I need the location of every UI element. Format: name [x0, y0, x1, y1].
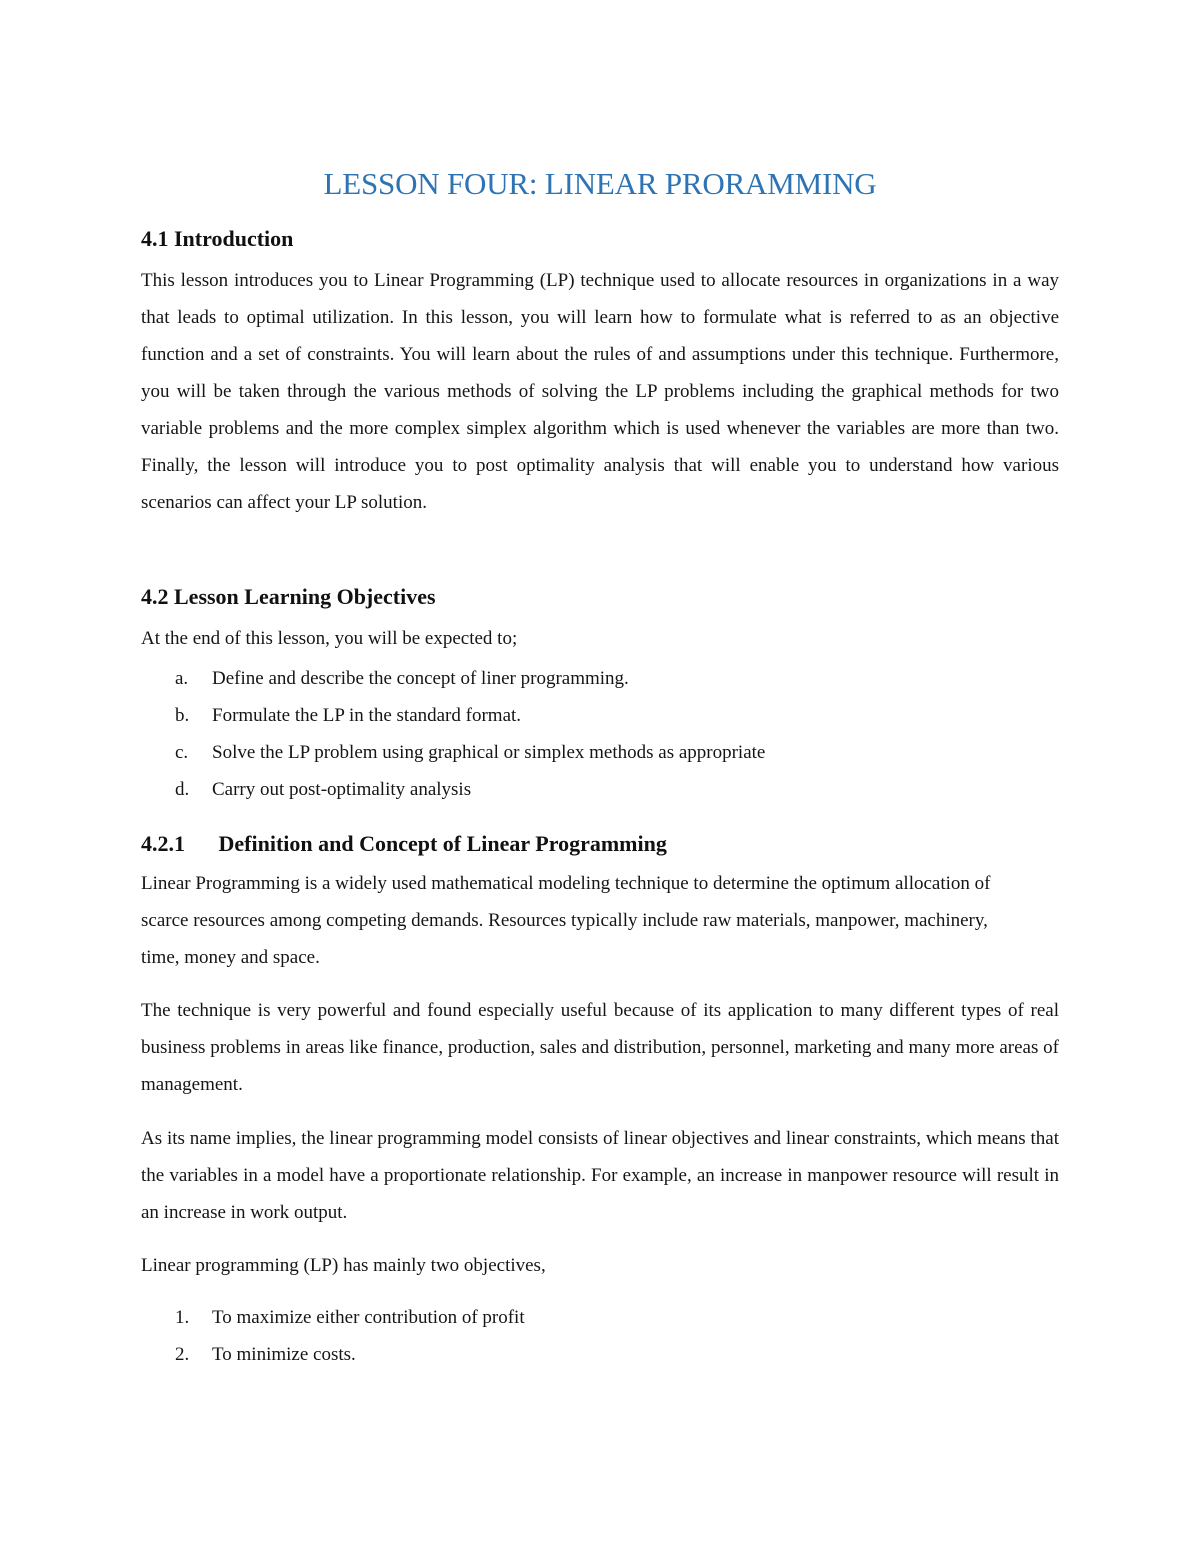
objectives-lead: At the end of this lesson, you will be expected to; [141, 628, 518, 649]
lp-objectives-list [141, 1299, 1059, 1373]
introduction-paragraph: This lesson introduces you to Linear Programming (LP) technique used to allocate resources in organizations in a way that leads to optimal utilization. In this lesson, you will learn how to formulate what is referred to as an objective function and a set of constraints. You will learn about the rules of and assumptions under this technique. Furthermore, you will be taken through the various methods of solving the LP problems including the graphical methods for two variable problems and the more complex simplex algorithm which is used whenever the variables are more than two. Finally, the lesson will introduce you to post optimality analysis that will enable you to understand how various scenarios can affect your LP solution. [141, 270, 1059, 513]
section-title: Lesson Learning Objectives [174, 584, 436, 609]
list-item-text: Formulate the LP in the standard format. [212, 705, 522, 726]
list-item [141, 734, 1059, 771]
list-marker: d. [175, 779, 190, 800]
section-number: 4.2 [141, 584, 169, 609]
objectives-list [141, 660, 1059, 808]
list-item [141, 697, 1059, 734]
section-title: Definition and Concept of Linear Programming [218, 831, 667, 856]
section-heading-introduction [141, 226, 293, 252]
list-marker: 1. [175, 1307, 190, 1328]
list-marker: 2. [175, 1344, 190, 1365]
list-item-text: Carry out post-optimality analysis [212, 779, 472, 800]
section-title: Introduction [174, 226, 294, 251]
model-paragraph: As its name implies, the linear programming model consists of linear objectives and linear constraints, which means that the variables in a model have a proportionate relationship. For example, an increase in manpower resource will result in an increase in work output. [141, 1128, 1059, 1223]
list-item [141, 1299, 1059, 1336]
list-item-text: Solve the LP problem using graphical or simplex methods as appropriate [212, 742, 766, 763]
section-number: 4.1 [141, 226, 169, 251]
list-item [141, 1336, 1059, 1373]
list-marker: a. [175, 668, 189, 689]
list-item [141, 771, 1059, 808]
section-number: 4.2.1 [141, 831, 185, 856]
list-item [141, 660, 1059, 697]
list-marker: c. [175, 742, 189, 763]
list-marker: b. [175, 705, 190, 726]
section-heading-objectives [141, 584, 436, 610]
technique-paragraph: The technique is very powerful and found especially useful because of its application to many different types of real business problems in areas like finance, production, sales and distribution, personnel, marketing and many more areas of management. [141, 1000, 1059, 1095]
list-item-text: Define and describe the concept of liner programming. [212, 668, 629, 689]
definition-paragraph: Linear Programming is a widely used mathematical modeling technique to determine the optimum allocation of scarce resources among competing demands. Resources typically include raw materials, manpower, machinery, time, money and space. [141, 873, 991, 968]
page-title: LESSON FOUR: LINEAR PRORAMMING [323, 166, 877, 201]
section-heading-definition [141, 831, 667, 857]
list-item-text: To maximize either contribution of profit [212, 1307, 525, 1328]
objectives-intro-paragraph: Linear programming (LP) has mainly two objectives, [141, 1255, 546, 1276]
list-item-text: To minimize costs. [212, 1344, 356, 1365]
